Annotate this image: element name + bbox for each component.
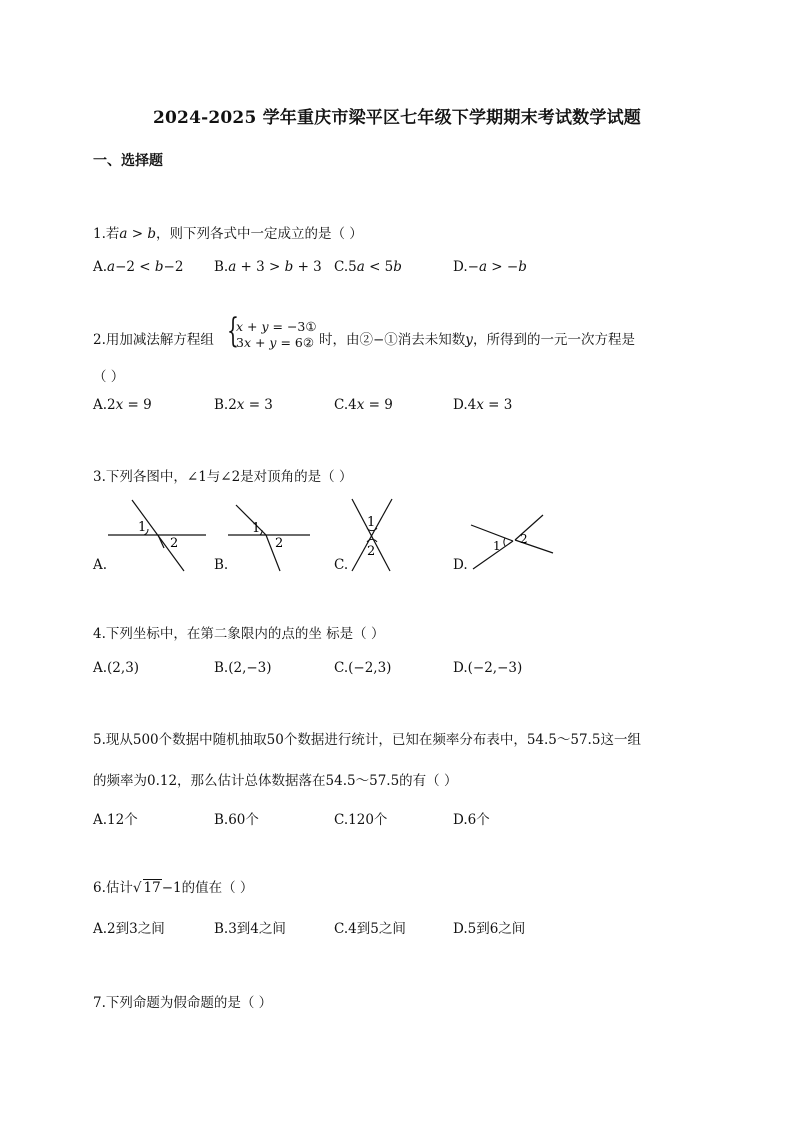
question-2-option-a: A.2𝑥 = 9 — [93, 397, 152, 413]
question-3-stem: 3.下列各图中，∠1与∠2是对顶角的是（ ） — [93, 469, 353, 485]
question-5-option-a: A.12个 — [93, 812, 138, 828]
equation-2: 3𝑥 + 𝑦 = 6② — [236, 335, 315, 350]
question-1-option-a: A.𝑎−2 < 𝑏−2 — [93, 259, 184, 275]
figure-c-label-1: 1 — [367, 515, 376, 530]
brace-icon: { — [227, 311, 239, 351]
figure-d — [465, 505, 557, 575]
question-3-option-d: D. — [453, 557, 468, 573]
figure-a-label-1: 1 — [138, 520, 147, 535]
question-1-option-c: C.5𝑎 < 5𝑏 — [334, 259, 402, 275]
question-2-option-d: D.4𝑥 = 3 — [453, 397, 513, 413]
question-2-stem-start: 2.用加减法解方程组 — [93, 332, 214, 348]
question-6-radicand: 17 — [143, 880, 161, 896]
figure-b-label-1: 1 — [252, 521, 261, 536]
question-3-option-c: C. — [334, 557, 349, 573]
figure-c-label-2: 2 — [367, 544, 376, 559]
question-3-option-b: B. — [214, 557, 229, 573]
question-6-option-b: B.3到4之间 — [214, 921, 286, 937]
equation-1: 𝑥 + 𝑦 = −3① — [236, 319, 317, 334]
figure-d-label-1: 1 — [493, 539, 501, 553]
question-1-option-b: B.𝑎 + 3 > 𝑏 + 3 — [214, 259, 322, 275]
question-4-option-c: C.(−2,3) — [334, 660, 392, 676]
section-heading: 一、选择题 — [93, 153, 163, 169]
question-6-option-d: D.5到6之间 — [453, 921, 526, 937]
question-2-option-b: B.2𝑥 = 3 — [214, 397, 273, 413]
question-5-stem-line2: 的频率为0.12，那么估计总体数据落在54.5～57.5的有（ ） — [93, 773, 458, 789]
question-6-option-a: A.2到3之间 — [93, 921, 165, 937]
question-5-option-d: D.6个 — [453, 812, 490, 828]
page-title: 2024-2025 学年重庆市梁平区七年级下学期期末考试数学试题 — [152, 108, 641, 128]
figure-b — [222, 495, 317, 575]
figure-c — [340, 495, 410, 575]
question-1-option-d: D.−𝑎 > −𝑏 — [453, 259, 527, 275]
question-5-stem-line1: 5.现从500个数据中随机抽取50个数据进行统计，已知在频率分布表中，54.5～57.5这一组 — [93, 732, 641, 748]
question-5-option-b: B.60个 — [214, 812, 259, 828]
figure-a — [100, 495, 212, 575]
figure-b-label-2: 2 — [275, 536, 284, 551]
question-6-stem — [93, 876, 253, 896]
question-2-stem-line2: （ ） — [93, 369, 125, 385]
question-1-stem: 1.若𝑎 > 𝑏，则下列各式中一定成立的是（ ） — [93, 226, 363, 242]
question-6-option-c: C.4到5之间 — [334, 921, 406, 937]
figure-d-label-2: 2 — [520, 532, 528, 546]
question-6-stem-start: 6.估计 — [93, 880, 133, 896]
sqrt-icon: √ — [132, 880, 142, 896]
question-6-stem-end: −1的值在（ ） — [161, 880, 254, 896]
question-4-option-d: D.(−2,−3) — [453, 660, 523, 676]
question-7-stem: 7.下列命题为假命题的是（ ） — [93, 995, 273, 1011]
figure-a-label-2: 2 — [170, 536, 179, 551]
question-4-stem: 4.下列坐标中，在第二象限内的点的坐 标是（ ） — [93, 626, 385, 642]
question-2-stem-end: 时，由②−①消去未知数𝑦，所得到的一元一次方程是 — [319, 332, 635, 348]
question-3-option-a: A. — [93, 557, 108, 573]
question-2-option-c: C.4𝑥 = 9 — [334, 397, 393, 413]
question-4-option-a: A.(2,3) — [93, 660, 140, 676]
question-5-option-c: C.120个 — [334, 812, 388, 828]
question-4-option-b: B.(2,−3) — [214, 660, 272, 676]
